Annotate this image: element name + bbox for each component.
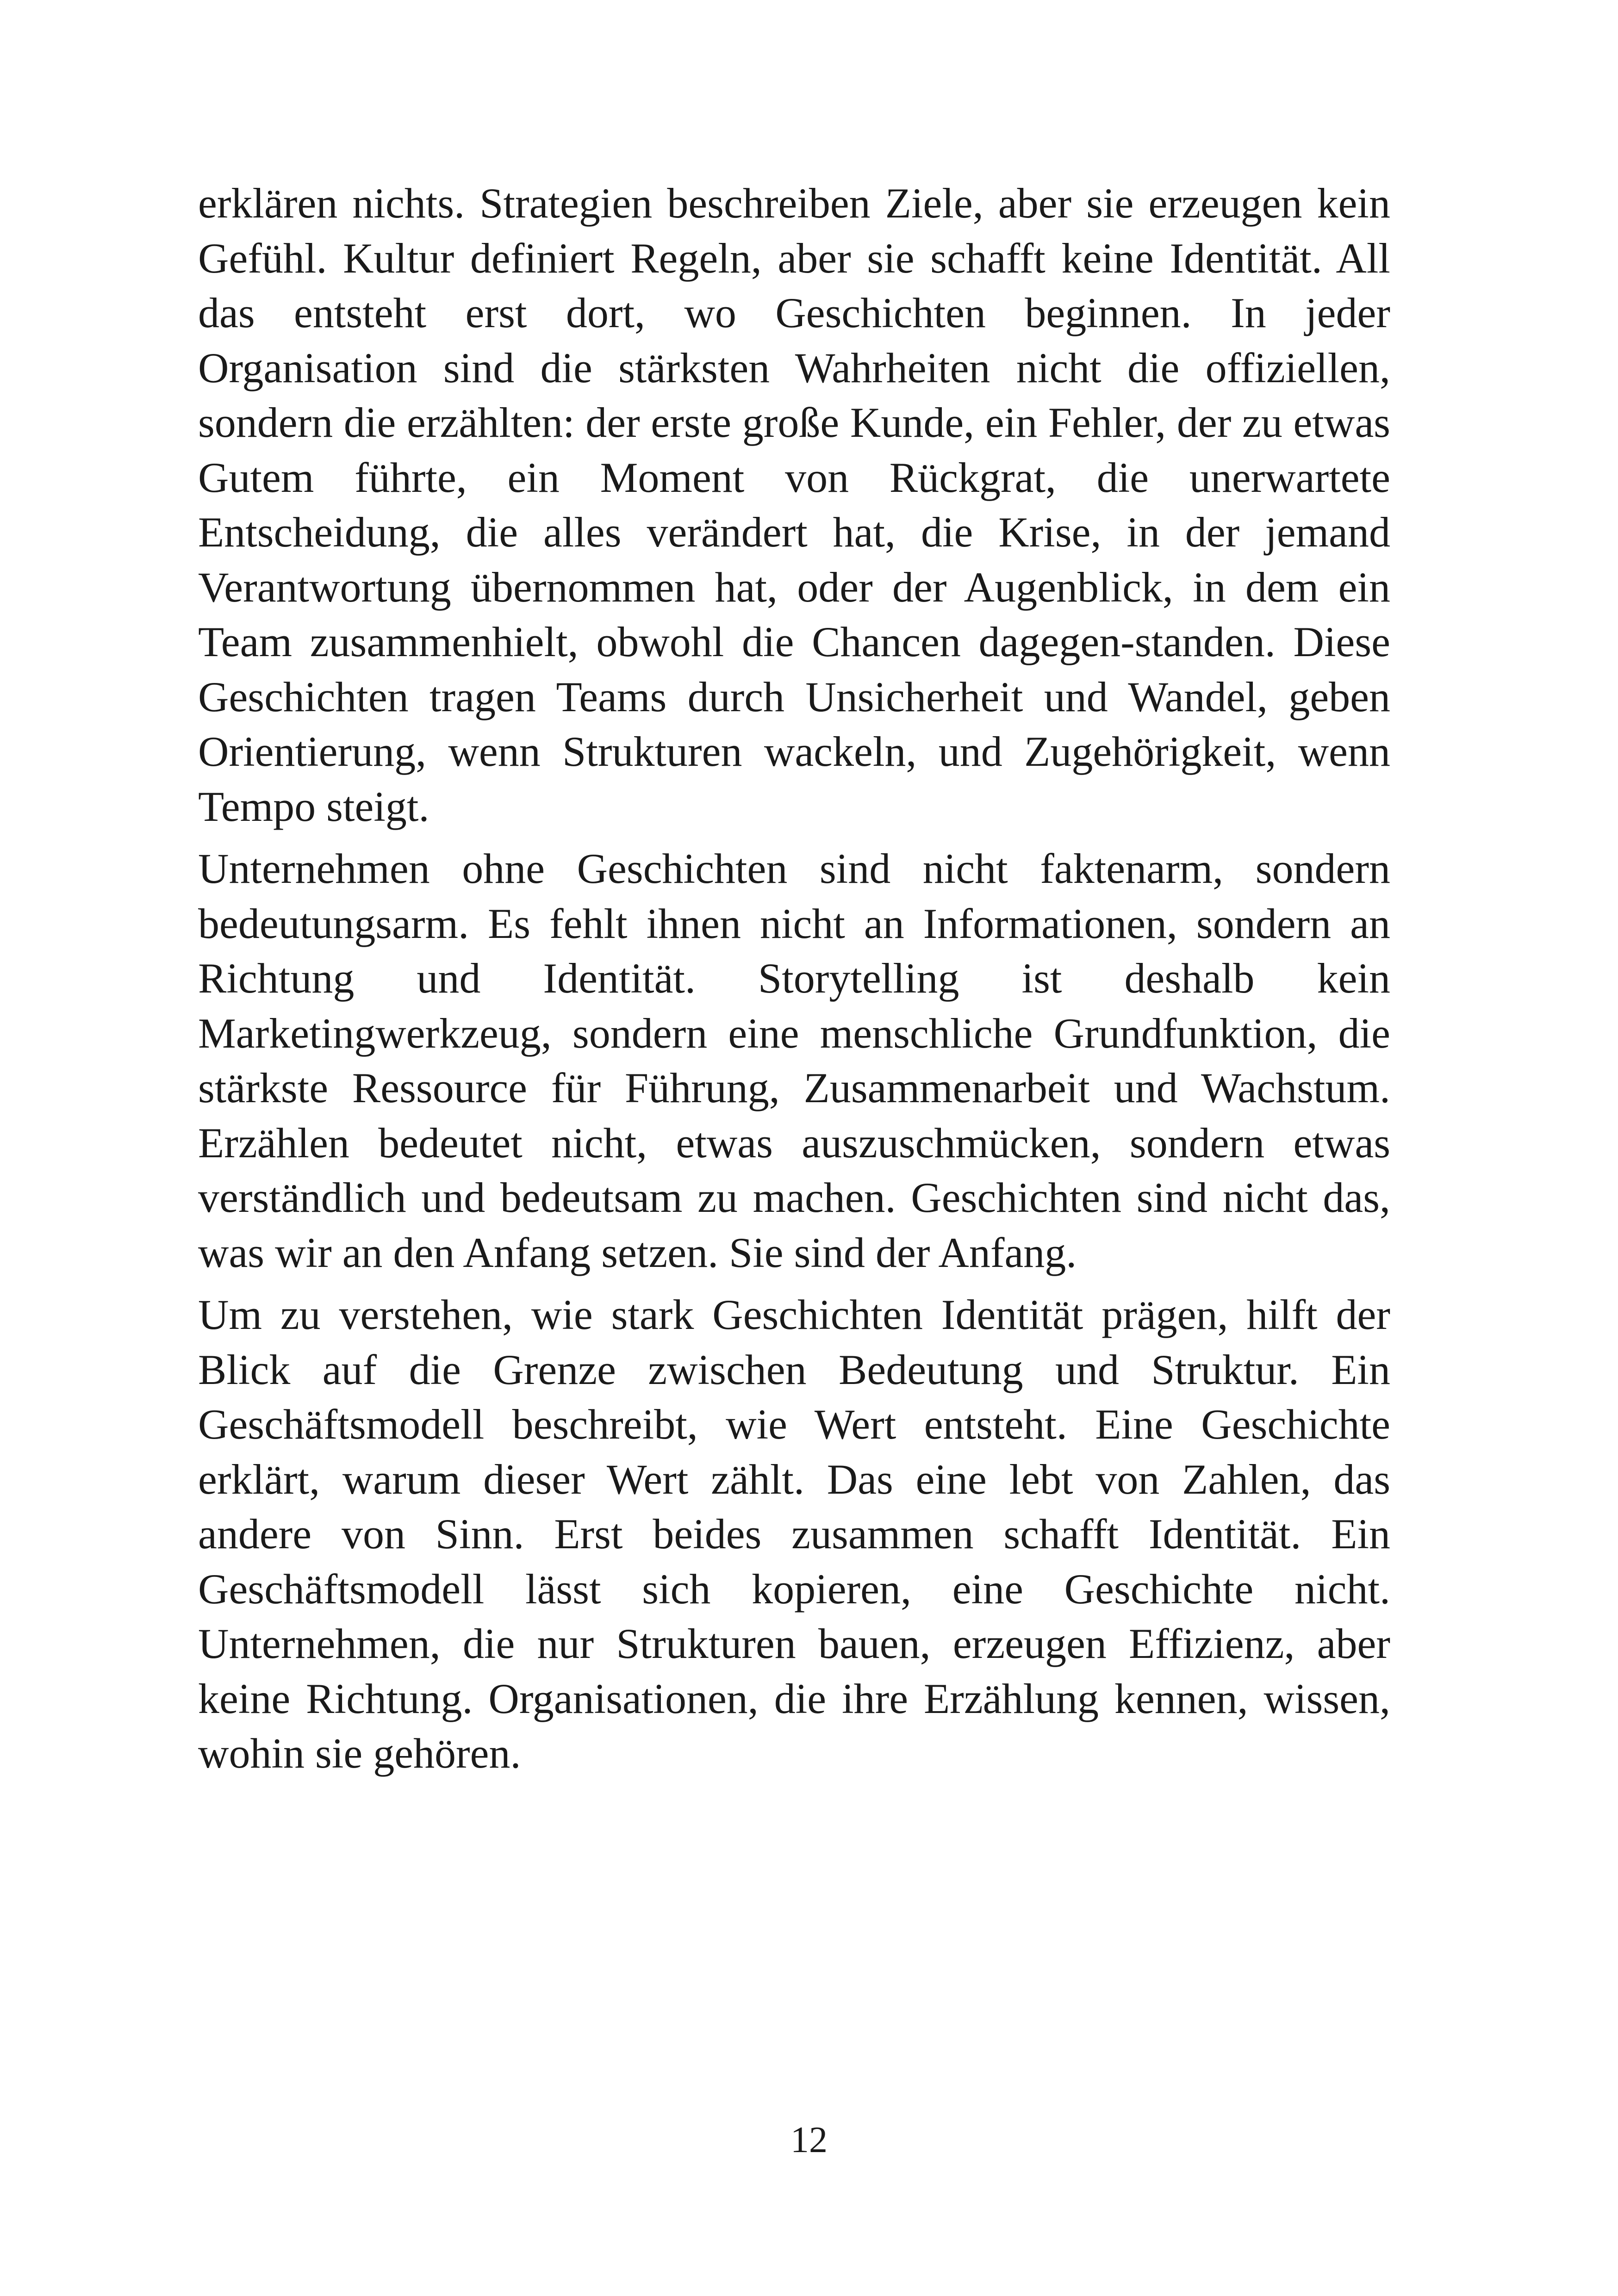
page-number: 12 [790,2120,828,2160]
paragraph-1: erklären nichts. Strategien beschreiben Ziele, aber sie erzeugen kein Gefühl. Kultur definiert Regeln, aber sie schafft keine Identität. All das entsteht erst dort, wo Geschichten beginnen. In jeder Organisation sind die stärksten Wahrheiten nicht die offiziellen, sondern die erzählten: der erste große Kunde, ein Fehler, der zu etwas Gutem führte, ein Moment von Rückgrat, die unerwartete Entscheidung, die alles verändert hat, die Krise, in der jemand Verantwortung übernommen hat, oder der Augenblick, in dem ein Team zusammenhielt, obwohl die Chancen dagegen-standen. Diese Geschichten tragen Teams durch Unsicherheit und Wandel, geben Orientierung, wenn Strukturen wackeln, und Zugehörigkeit, wenn Tempo steigt. [198,180,1390,830]
paragraph-2: Unternehmen ohne Geschichten sind nicht faktenarm, sondern bedeutungsarm. Es fehlt ihnen nicht an Informationen, sondern an Richtung und Identität. Storytelling ist deshalb kein Marketingwerkzeug, sondern eine menschliche Grundfunktion, die stärkste Ressource für Führung, Zusammenarbeit und Wachstum. Erzählen bedeutet nicht, etwas auszuschmücken, sondern etwas verständlich und bedeutsam zu machen. Geschichten sind nicht das, was wir an den Anfang setzen. Sie sind der Anfang. [198,845,1390,1276]
body-text [198,176,1390,1788]
paragraph-3: Um zu verstehen, wie stark Geschichten Identität prägen, hilft der Blick auf die Grenze zwischen Bedeutung und Struktur. Ein Geschäftsmodell beschreibt, wie Wert entsteht. Eine Geschichte erklärt, warum dieser Wert zählt. Das eine lebt von Zahlen, das andere von Sinn. Erst beides zusammen schafft Identität. Ein Geschäftsmodell lässt sich kopieren, eine Geschichte nicht. Unternehmen, die nur Strukturen bauen, erzeugen Effizienz, aber keine Richtung. Organisationen, die ihre Erzählung kennen, wissen, wohin sie gehören. [198,1291,1390,1777]
